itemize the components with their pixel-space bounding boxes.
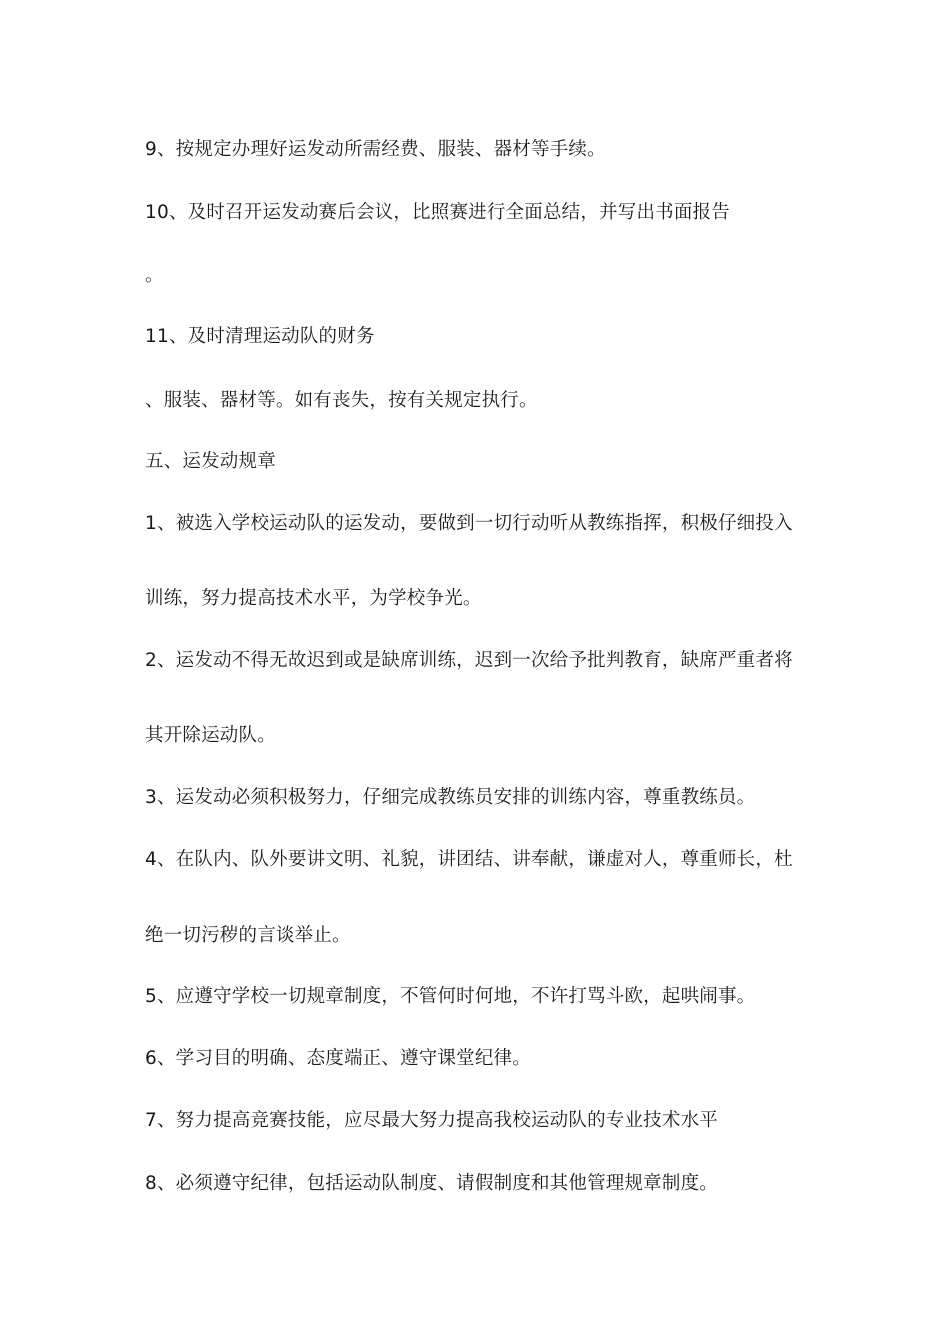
- text-line-rule-2-continued: 其开除运动队。: [145, 725, 276, 746]
- text-line-rule-7: 7、努力提高竞赛技能，应尽最大努力提高我校运动队的专业技术水平: [145, 1110, 718, 1131]
- section-heading: 五、运发动规章: [145, 451, 276, 472]
- text-line-rule-4-continued: 绝一切污秽的言谈举止。: [145, 925, 351, 946]
- text-line-item-11-continued: 、服装、器材等。如有丧失，按有关规定执行。: [145, 390, 538, 411]
- text-line-item-10-continued: 。: [145, 265, 164, 286]
- text-line-rule-6: 6、学习目的明确、态度端正、遵守课堂纪律。: [145, 1048, 531, 1069]
- text-line-rule-4: 4、在队内、队外要讲文明、礼貌，讲团结、讲奉献，谦虚对人，尊重师长，杜: [145, 849, 793, 870]
- text-line-item-10: 10、及时召开运发动赛后会议，比照赛进行全面总结，并写出书面报告: [145, 202, 730, 223]
- text-line-item-9: 9、按规定办理好运发动所需经费、服装、器材等手续。: [145, 139, 606, 160]
- text-line-rule-1-continued: 训练，努力提高技术水平，为学校争光。: [145, 588, 482, 609]
- text-line-rule-5: 5、应遵守学校一切规章制度，不管何时何地，不许打骂斗欧，起哄闹事。: [145, 986, 756, 1007]
- text-line-rule-3: 3、运发动必须积极努力，仔细完成教练员安排的训练内容，尊重教练员。: [145, 787, 756, 808]
- text-line-item-11: 11、及时清理运动队的财务: [145, 326, 375, 347]
- text-line-rule-1: 1、被选入学校运动队的运发动，要做到一切行动听从教练指挥，积极仔细投入: [145, 513, 793, 534]
- text-line-rule-8: 8、必须遵守纪律，包括运动队制度、请假制度和其他管理规章制度。: [145, 1173, 718, 1194]
- text-line-rule-2: 2、运发动不得无故迟到或是缺席训练，迟到一次给予批判教育，缺席严重者将: [145, 650, 793, 671]
